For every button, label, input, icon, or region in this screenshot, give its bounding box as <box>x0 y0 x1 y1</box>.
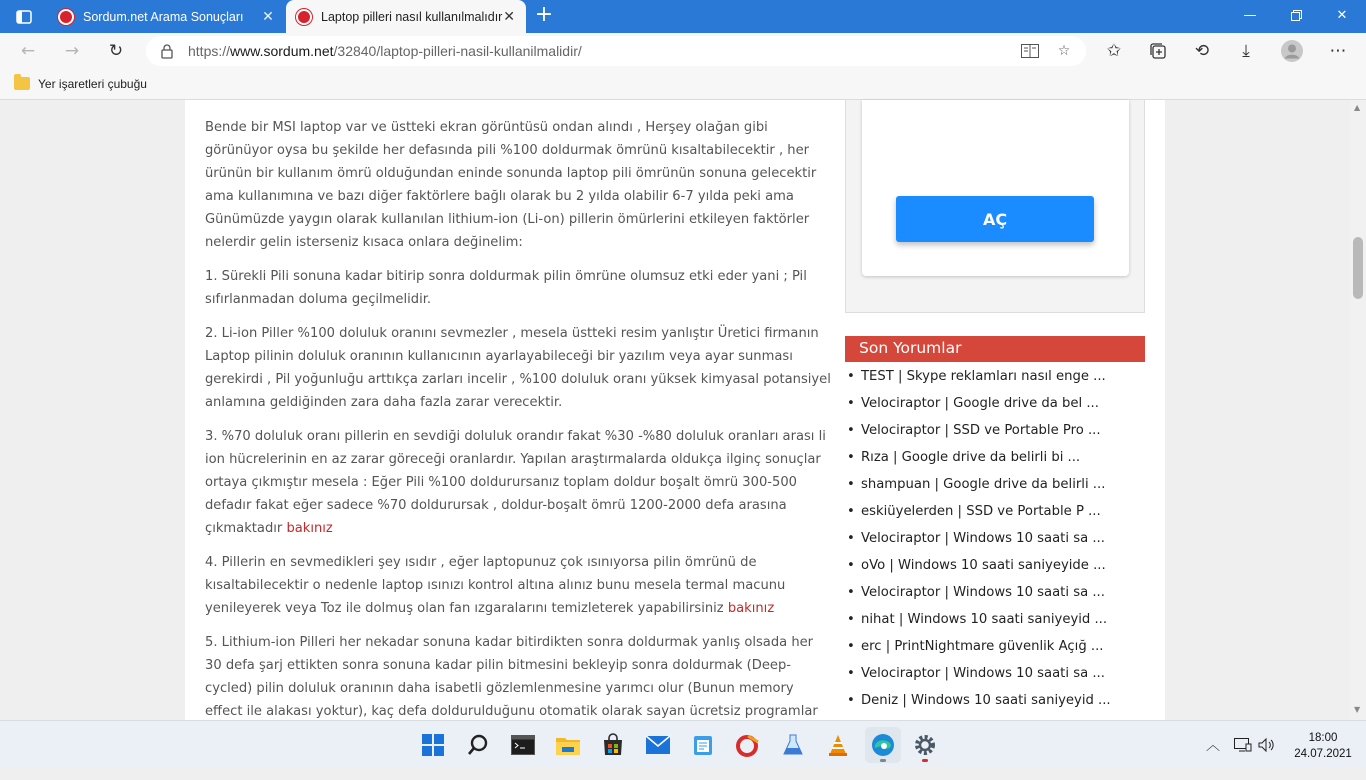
start-icon <box>422 734 444 756</box>
terminal-icon <box>511 735 535 755</box>
flask-app[interactable] <box>775 727 811 763</box>
refresh-icon: ↻ <box>108 41 124 61</box>
url-path: /32840/laptop-pilleri-nasil-kullanilmalidir/ <box>333 43 582 59</box>
history-icon: ⟲ <box>1194 41 1210 61</box>
new-tab-button[interactable] <box>532 4 556 28</box>
start-button[interactable] <box>415 727 451 763</box>
close-tab-icon[interactable]: ✕ <box>262 8 274 25</box>
close-window-button[interactable] <box>1319 0 1365 30</box>
tab-title: Laptop pilleri nasıl kullanılmalıdır <box>321 10 503 24</box>
back-arrow-icon: ← <box>20 41 36 61</box>
favorites-icon: ✩ <box>1106 41 1122 61</box>
maximize-button[interactable] <box>1273 0 1319 30</box>
settings-app[interactable] <box>907 727 943 763</box>
taskbar <box>0 720 1366 768</box>
comment-link[interactable]: • shampuan | Google drive da belirli ... <box>845 474 1145 501</box>
comment-link[interactable]: • Velociraptor | SSD ve Portable Pro ... <box>845 420 1145 447</box>
comment-link[interactable]: • Velociraptor | Windows 10 saati sa ... <box>845 663 1145 690</box>
settings-menu-button[interactable] <box>1324 37 1352 65</box>
browser-toolbar <box>0 33 1366 69</box>
reader-view-icon <box>1021 44 1039 58</box>
article-paragraph-3-text: 3. %70 doluluk oranı pillerin en sevdiği doluluk orandır fakat %30 -%80 doluluk oranları arası li ion hücrelerinin en az zarar göreceği oranlardır. Yapılan araştırmalarda oldukça ilginç sonuçlar ortaya çıkmıştır mesela : Eğer Pili %100 doldurursanız toplam doldur boşalt ömrü 300-500 defadır fakat eğer sadece %70 doldurursak , doldur-boşalt ömrü 1200-2000 defa arasına çıkmaktadır <box>205 429 826 536</box>
recent-comments-list <box>845 366 1145 717</box>
lock-icon <box>160 43 174 59</box>
running-indicator <box>922 759 928 762</box>
search-icon <box>467 734 489 756</box>
page-scrollbar[interactable] <box>1350 100 1366 720</box>
article-paragraph-3 <box>205 425 831 540</box>
running-indicator <box>880 759 886 762</box>
chevron-up-icon: ︿ <box>1206 738 1220 754</box>
sordum-favicon-icon <box>296 9 312 25</box>
tab-search-results[interactable] <box>48 0 286 33</box>
article-paragraph-2: 2. Li-ion Piller %100 doluluk oranını sevmezler , mesela üstteki resim yanlıştır Üretici firmanın Laptop pilinin doluluk oranının kullanıcının ayarlayabileceği bir yazılım veya ayar sunması gerekirdi , Pil yoğunluğu arttıkça zarları incelir , %100 doluluk oranı yüksek kimyasal potansiyel anlamına geldiğinden zara daha fazla zarar verecektir. <box>205 326 831 410</box>
url-host: www.sordum.net <box>230 43 334 59</box>
article-paragraph-1: 1. Sürekli Pili sonuna kadar bitirip sonra doldurmak pilin ömrüne olumsuz etki eder yani ; Pil sıfırlanmadan doluma geçilmelidir. <box>205 269 807 307</box>
mail-app[interactable] <box>640 727 676 763</box>
file-explorer-app[interactable] <box>550 727 586 763</box>
minimize-icon: — <box>1243 7 1257 23</box>
sidebar-widget <box>845 100 1145 313</box>
bakiniz-link[interactable]: bakınız <box>727 601 775 616</box>
forward-arrow-icon: → <box>64 41 80 61</box>
comment-link[interactable]: • Velociraptor | Google drive da bel ... <box>845 393 1145 420</box>
article-paragraph-4 <box>205 551 831 620</box>
folder-icon <box>14 77 30 90</box>
tab-strip <box>0 0 1366 33</box>
page-viewport <box>0 100 1366 720</box>
tab-title: Sordum.net Arama Sonuçları <box>83 9 244 24</box>
edge-icon <box>871 733 895 757</box>
more-dots-icon: ⋯ <box>1329 41 1347 61</box>
edge-app[interactable] <box>865 727 901 763</box>
flask-icon <box>782 734 804 756</box>
bakiniz-link[interactable]: bakınız <box>286 521 333 536</box>
notepad-app[interactable] <box>685 727 721 763</box>
comment-link[interactable]: • eskiüyelerden | SSD ve Portable P ... <box>845 501 1145 528</box>
minimize-button[interactable] <box>1227 0 1273 30</box>
tab-actions-icon <box>16 10 32 24</box>
forward-button[interactable] <box>58 37 86 65</box>
comment-link[interactable]: • TEST | Skype reklamları nasıl enge ... <box>845 366 1145 393</box>
comment-link[interactable]: • nihat | Windows 10 saati saniyeyid ... <box>845 609 1145 636</box>
volume-button[interactable] <box>1258 721 1276 769</box>
notepad-icon <box>693 734 713 756</box>
back-button[interactable] <box>14 37 42 65</box>
comment-link[interactable]: • Deniz | Windows 10 saati saniyeyid ... <box>845 690 1145 717</box>
widget-panel <box>862 100 1129 276</box>
mail-icon <box>646 736 670 754</box>
url-prefix: https:// <box>188 43 231 59</box>
open-button[interactable]: AÇ <box>896 196 1094 242</box>
recent-comments-title: Son Yorumlar <box>845 336 1145 362</box>
refresh-button[interactable] <box>102 37 130 65</box>
tab-actions-button[interactable] <box>0 0 48 33</box>
star-add-icon: ☆ <box>1057 43 1071 59</box>
comment-link[interactable]: • oVo | Windows 10 saati saniyeyide ... <box>845 555 1145 582</box>
vlc-icon <box>827 734 849 756</box>
profile-button[interactable] <box>1278 37 1306 65</box>
sordum-favicon-icon <box>58 9 74 25</box>
comment-link[interactable]: • Velociraptor | Windows 10 saati sa ... <box>845 528 1145 555</box>
store-app[interactable] <box>595 727 631 763</box>
clock-time: 18:00 <box>1308 732 1338 744</box>
collections-button[interactable] <box>1144 37 1172 65</box>
avatar-icon <box>1281 40 1303 62</box>
vlc-app[interactable] <box>820 727 856 763</box>
article-body <box>205 116 831 780</box>
close-icon: ✕ <box>1336 7 1348 23</box>
store-icon <box>602 734 624 756</box>
comment-link[interactable]: • Rıza | Google drive da belirli bi ... <box>845 447 1145 474</box>
ccleaner-icon <box>736 734 760 756</box>
tab-laptop-article[interactable] <box>286 0 526 34</box>
comment-link[interactable]: • Velociraptor | Windows 10 saati sa ... <box>845 582 1145 609</box>
terminal-app[interactable] <box>505 727 541 763</box>
address-bar[interactable] <box>146 36 1086 66</box>
clock-date: 24.07.2021 <box>1294 748 1352 760</box>
ccleaner-app[interactable] <box>730 727 766 763</box>
close-tab-icon[interactable]: ✕ <box>503 9 516 25</box>
comment-link[interactable]: • erc | PrintNightmare güvenlik Açığ ... <box>845 636 1145 663</box>
collections-icon <box>1149 42 1167 60</box>
download-icon: ⤓ <box>1242 41 1250 61</box>
network-button[interactable] <box>1234 721 1252 769</box>
article-intro: Bende bir MSI laptop var ve üstteki ekran görüntüsü ondan alındı , Herşey olağan gibi görünüyor oysa bu şekilde her defasında pili %100 doldurmak ömrünü kısaltabilecektir , her ürünün bir kullanım ömrü olduğundan eninde sonunda laptop pili ömrünün sonuna gelecektir ama kullanımına ve bazı diğer faktörlere bağlı olarak bu 2 yılda olabilir 6-7 yılda peki ama Günümüzde yaygın olarak kullanılan lithium-ion (Li-on) pillerin ömürlerini etkileyen faktörler nelerdir gelin isterseniz kısaca onlara değinelim: <box>205 120 817 250</box>
article-paragraph-5: 5. Lithium-ion Pilleri her nekadar sonuna kadar bitirdikten sonra doldurmak yanlış olsada her 30 defa şarj ettikten sonra sonuna kadar pilin bitmesini bekleyip sonra doldurmak (Deep-cycled) pilin doluluk oranının daha isabetli gözlemlenmesine yarımcı olur (Bunun memory effect ile alakası yoktur), kaç defa doldurulduğunu otomatik olarak sayan ücretsiz programlar <box>205 635 818 719</box>
bookmarks-bar <box>0 69 1366 100</box>
system-clock[interactable] <box>1284 730 1362 762</box>
history-button[interactable] <box>1188 37 1216 65</box>
bookmarks-bar-label[interactable]: Yer işaretleri çubuğu <box>38 77 147 91</box>
file-explorer-icon <box>556 735 580 755</box>
show-hidden-icons-button[interactable] <box>1206 721 1220 769</box>
downloads-button[interactable] <box>1232 37 1260 65</box>
plus-icon: + <box>534 2 554 27</box>
add-favorite-button[interactable] <box>1052 40 1076 62</box>
speaker-icon <box>1258 738 1276 752</box>
restore-icon <box>1291 10 1302 21</box>
favorites-button[interactable] <box>1100 37 1128 65</box>
search-button[interactable] <box>460 727 496 763</box>
network-icon <box>1234 738 1252 752</box>
scroll-down-arrow-icon[interactable]: ▼ <box>1354 705 1361 714</box>
scrollbar-thumb[interactable] <box>1353 237 1363 299</box>
scroll-up-arrow-icon[interactable]: ▲ <box>1354 103 1361 112</box>
url-text[interactable] <box>188 43 582 59</box>
reader-view-button[interactable] <box>1018 40 1042 62</box>
settings-icon <box>913 733 937 757</box>
article-paragraph-4-text: 4. Pillerin en sevmedikleri şey ısıdır , eğer laptopunuz çok ısınıyorsa pilin ömrünü de kısaltabilecektir o nedenle laptop ısınızı kontrol altına alınız bunu mesela termal macunu yenileyerek veya Toz ile dolmuş olan fan ızgaralarını temizleterek yapabilirsiniz <box>205 555 786 616</box>
